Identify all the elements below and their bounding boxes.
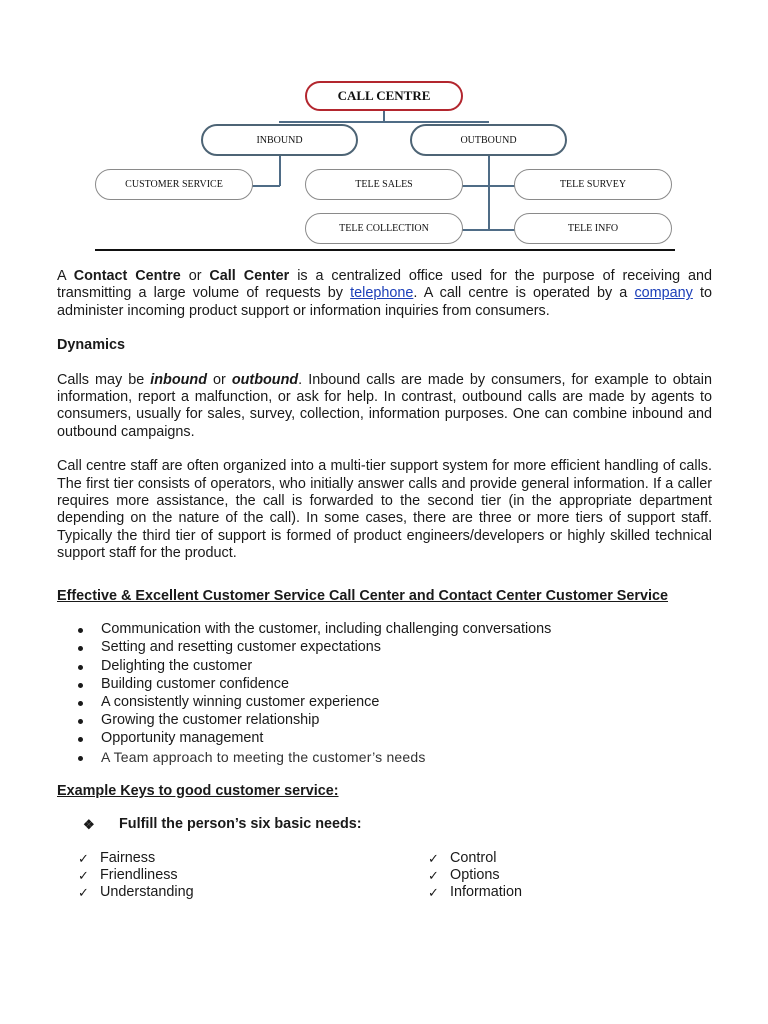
list-item (407, 867, 522, 884)
dynamics-text-a: Calls may be (57, 371, 151, 388)
list-item: Growing the customer relationship (57, 711, 712, 729)
six-needs-heading: Fulfill the person’s six basic needs: (119, 816, 362, 833)
outbound-label: OUTBOUND (460, 134, 517, 146)
customer-service-label: CUSTOMER SERVICE (125, 179, 223, 190)
service-bullet-list (57, 620, 712, 766)
needs-checklist (57, 850, 712, 902)
inbound-node (201, 124, 358, 156)
list-item (57, 867, 407, 884)
intro-text-2: . A call centre is operated by a (413, 285, 635, 302)
outbound-connector-vertical (488, 155, 490, 230)
intro-text-or: or (180, 268, 210, 284)
inbound-label: INBOUND (256, 134, 303, 146)
outbound-sales-connector (462, 185, 515, 187)
term-outbound: outbound (231, 371, 299, 388)
list-item (407, 850, 522, 867)
intro-text-1: is a centralized office used for the purpose of receiving and transmitting a large volume of requests by (57, 268, 712, 302)
list-item (57, 850, 407, 867)
tele-sales-node (305, 169, 463, 200)
section-divider (95, 249, 675, 251)
list-item: Delighting the customer (57, 657, 712, 675)
tele-collection-label: TELE COLLECTION (339, 223, 429, 234)
need-label: Understanding (100, 884, 194, 901)
check-icon: ✓ (428, 885, 439, 901)
list-item: Building customer confidence (57, 675, 712, 693)
list-item (57, 884, 407, 901)
diamond-bullet-icon: ❖ (83, 817, 95, 833)
dynamics-paragraph-2: Call centre staff are often organized into a multi-tier support system for more efficient handling of calls. The first tier consists of operators, who initially answer calls and provide general information. If a caller requires more assistance, the call is forwarded to the second tier (in the appropriate department depending on the nature of the call). In some cases, there are three or more tiers of support staff. Typically the third tier of support is formed of product engineers/developers or highly skilled technical support staff for the product. (57, 458, 712, 562)
need-label: Friendliness (100, 866, 178, 883)
intro-paragraph (57, 268, 712, 320)
list-item: A Team approach to meeting the customer’s needs (57, 748, 712, 766)
inbound-connector-horizontal (252, 185, 280, 187)
check-icon: ✓ (428, 850, 439, 866)
intro-text-3: to administer incoming product support or information inquiries from consumers. (57, 285, 712, 319)
six-needs-line (57, 816, 712, 833)
term-call-center: Call Center (209, 268, 290, 284)
level1-connector-horizontal (279, 121, 489, 123)
tele-survey-label: TELE SURVEY (559, 179, 627, 190)
need-label: Options (450, 866, 500, 883)
dynamics-paragraph-1 (57, 372, 712, 442)
dynamics-heading: Dynamics (57, 337, 125, 354)
list-item: Setting and resetting customer expectations (57, 638, 712, 656)
call-centre-diagram (0, 0, 768, 260)
list-item: Communication with the customer, including challenging conversations (57, 620, 712, 638)
check-icon: ✓ (428, 867, 439, 883)
list-item (407, 884, 522, 901)
service-heading: Effective & Excellent Customer Service Call Center and Contact Center Customer Service (57, 587, 669, 604)
inbound-connector-vertical (279, 155, 281, 186)
call-centre-label: CALL CENTRE (337, 88, 431, 103)
term-contact-centre: Contact Centre (73, 268, 181, 284)
tele-collection-node (305, 213, 463, 244)
keys-heading: Example Keys to good customer service: (57, 782, 339, 799)
need-label: Fairness (100, 849, 156, 866)
outbound-node (410, 124, 567, 156)
telephone-link[interactable]: telephone (350, 285, 414, 302)
intro-text-a: A (57, 268, 74, 284)
tele-survey-node (514, 169, 672, 200)
need-label: Control (450, 849, 497, 866)
customer-service-node (95, 169, 253, 200)
tele-info-label: TELE INFO (567, 223, 619, 234)
list-item: A consistently winning customer experience (57, 693, 712, 711)
need-label: Information (450, 884, 522, 901)
dynamics-text-rest: . Inbound calls are made by consumers, for example to obtain information, report a malfunction, or ask for help. In contrast, outbound calls are made by agents to consumers, usually for sales, survey, collection, information purposes. One can combine inbound and outbound campaigns. (57, 371, 712, 440)
dynamics-text-or: or (207, 371, 232, 388)
term-inbound: inbound (150, 371, 207, 388)
tele-info-node (514, 213, 672, 244)
needs-column-2 (407, 850, 522, 902)
check-icon: ✓ (78, 867, 89, 883)
check-icon: ✓ (78, 850, 89, 866)
list-item: Opportunity management (57, 729, 712, 747)
outbound-collection-connector (462, 229, 515, 231)
check-icon: ✓ (78, 885, 89, 901)
needs-column-1 (57, 850, 407, 902)
tele-sales-label: TELE SALES (355, 179, 413, 190)
company-link[interactable]: company (634, 285, 693, 302)
document-body (57, 268, 712, 902)
call-centre-node (305, 81, 463, 111)
